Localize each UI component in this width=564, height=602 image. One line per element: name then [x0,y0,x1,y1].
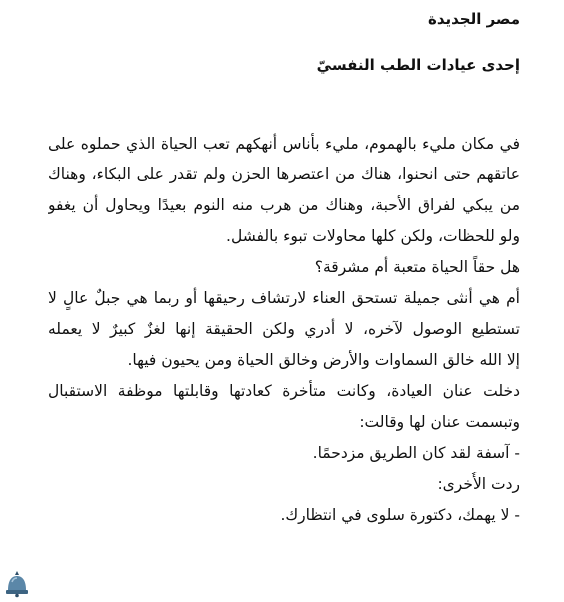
paragraph-line: إلا الله خالق السماوات والأرض وخالق الحياة ومن يحيون فيها. [127,351,520,369]
paragraph-line: عاتقهم حتى انحنوا، هناك من اعتصرها الحزن ولم تقدر على البكاء، وهناك [48,165,520,183]
location-heading: مصر الجديدة [427,10,520,28]
paragraph-line: هل حقاً الحياة متعبة أم مشرقة؟ [314,258,520,276]
paragraph-line: دخلت عنان العيادة، وكانت متأخرة كعادتها وقابلتها موظفة الاستقبال [48,382,520,400]
dialogue-line: - لا يهمك، دكتورة سلوى في انتظارك. [280,506,520,524]
paragraph-line: وتبسمت عنان لها وقالت: [359,413,520,431]
dialogue-line: - آسفة لقد كان الطريق مزدحمًا. [312,444,520,462]
paragraph-line: تستطيع الوصول لآخره، لا أدري ولكن الحقيقة إنها لغزٌ كبيرٌ لا يعمله [48,320,520,338]
scene-heading: إحدى عيادات الطب النفسيّ [316,56,520,74]
bell-logo-icon [2,568,32,598]
paragraph-line: أم هي أنثى جميلة تستحق العناء لارتشاف رحيقها أو ربما هي جبلٌ عالٍ لا [48,289,520,307]
paragraph-line: ولو للحظات، ولكن كلها محاولات تبوء بالفشل. [226,227,520,245]
paragraph-line: في مكان مليء بالهموم، مليء بأناس أنهكهم تعب الحياة الذي حملوه على [48,135,520,153]
paragraph-line: ردت الأُخرى: [437,475,520,493]
paragraph-line: من يبكي لفراق الأحبة، وهناك من هرب منه النوم بعيدًا ويحاول أن يغفو [48,196,520,214]
